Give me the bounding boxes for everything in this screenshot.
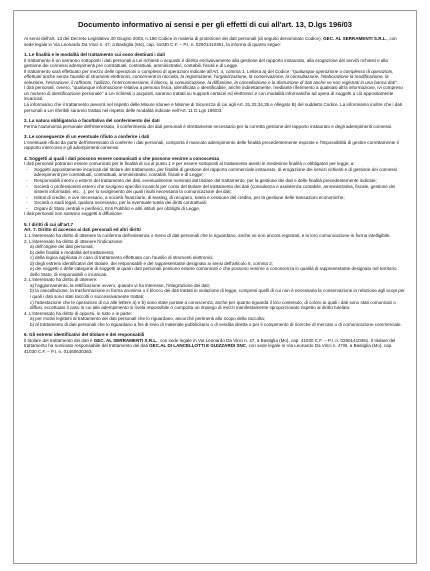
section-6-heading: 6. Gli estremi identificativi del titolare e dei responsabili — [24, 332, 145, 338]
section-5-line: a) dell'origine dei dati personali; — [30, 244, 94, 250]
intro-paragraph — [24, 36, 406, 47]
section-4-paragraph-1: I dati personali potranno essere comunicati per le finalità di cui al punto 1 e per essere sottoposti al trattamento aventi le medesime finalità o obbligatori per legge, a: — [24, 161, 355, 167]
section-5-line: c) della logica applicata in caso di trattamento effettuato con l'ausilio di strumenti elettronici; — [30, 255, 214, 261]
section-1-paragraph-3: I dati personali, ovvero, "qualunque informazione relativa a persona fisica, identificata o identificabile, anche indirettamente, mediante riferimento a qualsiasi altra informazione, ivi compreso un numero di identificazione personale" a Lei richiesti o acquisiti, saranno trattati su supporti cartacei ed elettronici e con modalità informatiche ad opera di soggetti a ciò appositamente incaricati. — [24, 85, 403, 102]
document-title: Documento informativo ai sensi e per gli effetti di cui all'art. 13, D.lgs 196/03 — [78, 20, 352, 29]
list-item: - Organi di Stato centrali e periferici, Enti Pubblici e altri istituti per obblighi di Legge. — [24, 206, 406, 212]
section-5-line: d) degli estremi identificativi del titolare, dei responsabili e del rappresentante designato ai sensi dell'articolo 5, comma 2; — [30, 260, 273, 266]
section-5-subheading: Art. 7. Diritto di accesso ai dati personali ed altri diritti — [24, 227, 141, 233]
section-4-paragraph-2: I dati personali non saranno soggetti a diffusione. — [24, 211, 124, 217]
section-5-line: b) al trattamento di dati personali che lo riguardano a fini di invio di materiale pubblicitario o di vendita diretta o per il compimento di ricerche di mercato o di comunicazione commerciale. — [30, 321, 402, 327]
intro-company: GEC. AL SERRAMENTI S.R.L. — [323, 36, 387, 41]
section-2-heading: 2. La natura obbligatoria o facoltativa del conferimento dei dati — [24, 118, 160, 124]
section-1-paragraph-2 — [24, 69, 406, 86]
section-6-paragraph — [24, 338, 406, 355]
section-5-line: 3. L'interessato ha diritto di ottenere: — [24, 277, 98, 283]
list-item: - Responsabili interni o esterni del trattamento dei dati, eventualmente nominati dal titolare del trattamento, per la gestione dei dati e delle finalità precedentemente indicate; — [24, 178, 406, 184]
section-3-heading: 3. Le conseguenze di un eventuale rifiuto a conferire i dati — [24, 134, 150, 140]
intro-text-b: , con sede legale in Via Leonardo Da Vinci n. 47, a Bastiglia (Mo), cap. 41030 C.F. – P.I. n. 02901410361, la informa di quanto segue: — [24, 36, 397, 47]
section-5-line: 1. L'interessato ha diritto di ottenere la conferma dell'esistenza o meno di dati personali che lo riguardano, anche se non ancora registrati, e la loro comunicazione in forma intelligibile. — [24, 232, 391, 238]
section-1-paragraph-4: La informiamo che il trattamento avverrà nel rispetto delle Misure Idonee e Minime di Sicurezza di cui agli Art. 31,33,34,35 e Allegato B) del suddetto Codice. La informiamo inoltre che i dati personali a Lei riferibili saranno trattati nel rispetto delle modalità indicate nell'Art. 11 D.Lgs 196/03. — [24, 102, 403, 113]
section-1-paragraph-1: Il trattamento è un sarranno sottoposti i dati personali a Lei richiesti o acquisiti è diretto esclusivamente alla gestione del rapporto instaurato, alla erogazione dei servizi richiesti e alla gestione dei connessi adempimenti pre contrattuali, contrattuali, amministrativi, contabili, fiscali e di Legge. — [24, 57, 388, 69]
section-6-text-a: Il titolare del trattamento dei dati è — [24, 337, 94, 343]
section-6-company-2: GEC.AL DI LANCELLOTTI E GUIZZARDI SNC — [149, 343, 247, 349]
section-5-line: b) delle finalità e modalità del trattamento; — [30, 249, 115, 255]
intro-text-a: Ai sensi dell'art. 13 del Decreto Legislativo 30 Giugno 2003, n.196 Codice in materia di protezione dei dati personali (di seguito denominato Codice), — [24, 36, 324, 41]
section-1-p2-text: Il trattamento sarà effettuato per mezzo delle operazioni o complessi di operazioni indicate all'Art. 4, comma 1, Lettera a) del Codice: — [24, 68, 292, 74]
section-1-p2-quote: "qualunque operazione o complesso di operazioni, effettuati anche senza l'ausilio di strumenti elettronici, concernenti la raccolta, la registrazione, l'organizzazione, la conservazione, la consultazione, l'elaborazione la modificazione, la selezione, l'estrazione, il raffronto, l'utilizzo, l'interconnessione, il blocco, la comunicazione, la diffusione, la cancellazione e la distruzione di dati anche se non registrati in una banca dati". — [24, 68, 398, 85]
section-6-company-1: GEC. AL SERRAMENTI S.R.L. — [93, 337, 158, 343]
section-5-line: a) per motivi legittimi al trattamento dei dati personali che lo riguardano, ancorché pertinenti allo scopo della raccolta; — [30, 316, 266, 322]
list-item: - Soggetti appositamente incaricati dal titolare del trattamento, per finalità di gestione del rapporto commerciale instaurato, di erogazione dei servizi richiesti e di gestione dei connessi adempimenti pre contrattuali, contrattuali, amministrativi, contabili, fiscali e di Legge; — [24, 167, 406, 178]
section-5-line: e) dei soggetti o delle categorie di soggetti ai quali i dati personali possono essere comunicati o che possono venirne a conoscenza in qualità di rappresentante designato nel territorio dello Stato, di responsabili o incaricati. — [30, 266, 397, 277]
section-3-paragraph: L'eventuale rifiuto da parte dell'interessato di conferire i dati personali, comporta il mancato adempimento delle finalità precedentemente esposte e l'impossibilità di gestire correttamente il rapporto intercorso e gli adempimenti connessi. — [24, 139, 399, 151]
section-5-heading: 5. I diritti di cui all'art.7 — [24, 221, 74, 227]
section-1-heading: 1. Le finalità e le modalità del trattamento cui sono destinati i dati — [24, 52, 165, 58]
section-4-heading: 4. Soggetti ai quali i dati possono essere comunicati o che possono venirne a conoscenza — [24, 155, 220, 161]
list-item: - Società o professionisti esterni che svolgono specifici incarichi per conto del titolare del trattamento dei dati (consulenza e assistenza contabile, amministrativa, fiscale, gestione dei sistemi informativi, etc. ..), per lo svolgimento dei quali risulti necessaria la comunicazione dei dati; — [24, 184, 406, 195]
section-5-line: b) la cancellazione, la trasformazione in forma anonima o il blocco dei dati trattati in violazione di legge, compresi quelli di cui non è necessaria la conservazione in relazione agli scopi per i quali i dati sono stati raccolti o successivamente trattati; — [30, 288, 405, 299]
list-item: - Istituti di credito, e ove necessario, a società finanziarie, di leasing, di recupero, tutela e cessione del credito, per la gestione delle transazioni economiche; — [24, 195, 406, 201]
section-5-line: c) l'attestazione che le operazioni di cui alle lettere a) e b) sono state portate a conoscenza, anche per quanto riguarda il loro contenuto, di coloro ai quali i dati sono stati comunicati o diffusi, eccettuato il caso in cui tale adempimento si rivela impossibile o comporta un impiego di mezzi manifestamente sproporzionato rispetto al diritto tutelato. — [30, 299, 396, 311]
list-item: - Società o studi legali, qualora necessario, per la eventuale tutela dei diritti contrattuali; — [24, 200, 406, 206]
section-6-text-b: , con sede legale in Via Leonardo Da Vinci n. 47, a Bastiglia (Mo), cap. 41030 C.F. – P.I. n. 02901410361. Il titolare del trattamento ha nominato responsabile del trattamento dei dati — [24, 337, 396, 349]
section-5-line: 4. L'interessato ha diritto di opporsi, in tutto o in parte: — [24, 310, 133, 316]
section-4-recipient-list — [24, 167, 406, 211]
section-5-line: a) l'aggiornamento, la rettificazione ovvero, quando vi ha interesse, l'integrazione dei dati; — [30, 282, 210, 288]
document-page — [13, 10, 417, 564]
section-6-text-c: , con sede legale in Via Leonardo Da Vinci n. 47/B, a Bastiglia (Mo), cap. 41030 C.F. – P.I. n. 01460630363. — [24, 343, 393, 354]
section-5-line: 2. L'interessato ha diritto di ottenere l'indicazione: — [24, 238, 124, 244]
section-2-paragraph: Ferma l'autonomia personale dell'interessato, il conferimento dei dati personali è strettamente necessario per la corretta gestione del rapporto instaurato e degli adempimenti connessi. — [24, 123, 393, 129]
